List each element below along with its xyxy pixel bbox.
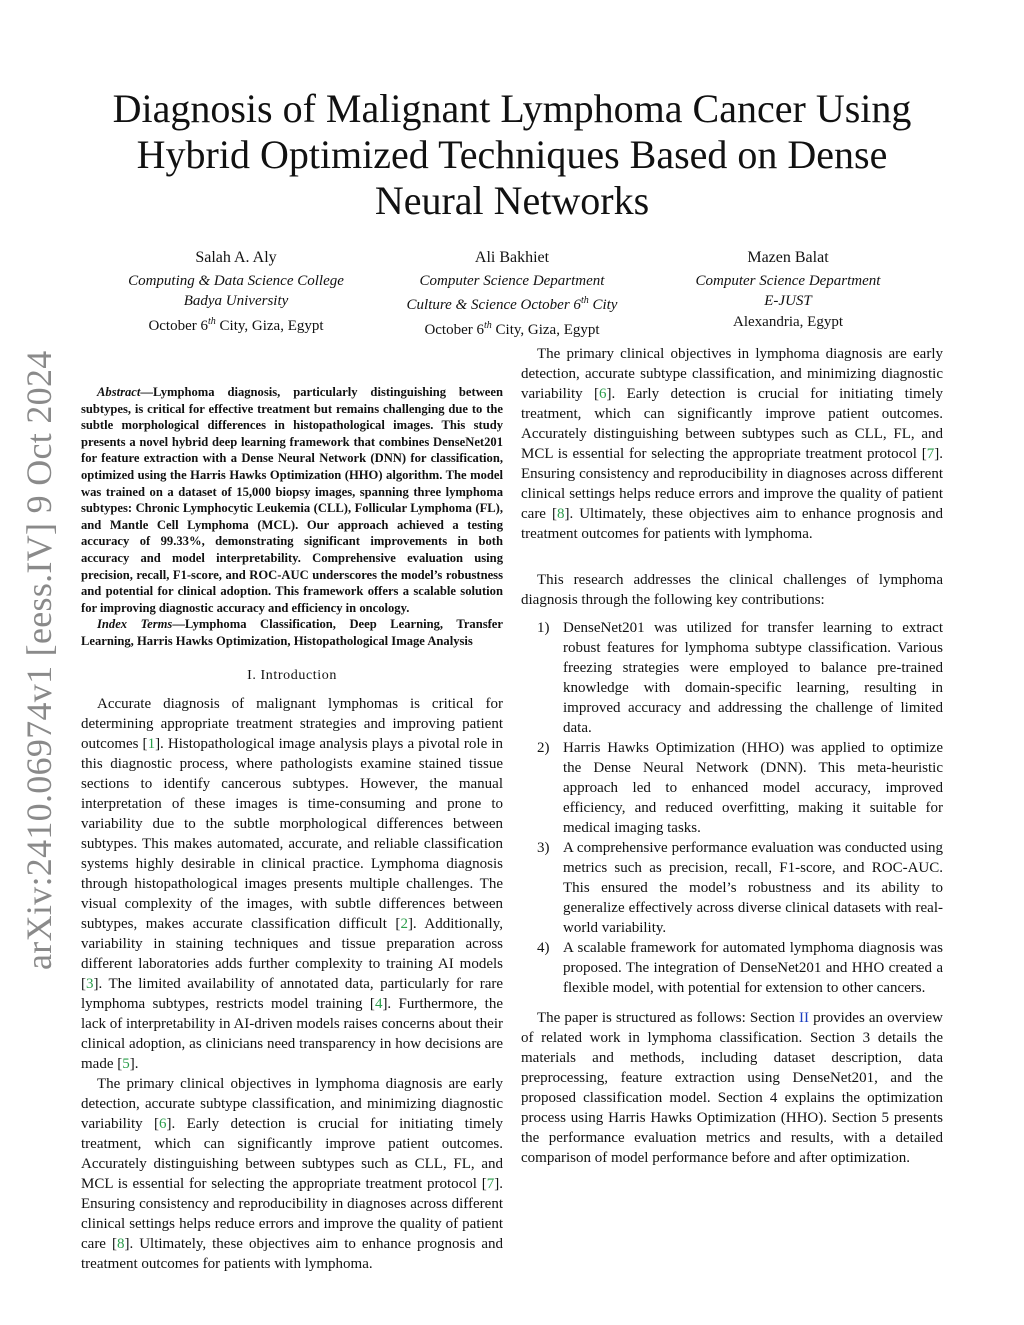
- citation-link[interactable]: 3: [86, 975, 94, 992]
- author-name: Ali Bakhiet: [474, 249, 550, 266]
- index-terms: Index Terms—Lymphoma Classification, Deep Learning, Transfer Learning, Harris Hawks Optimization, Histopathological Image Analysis: [81, 617, 503, 648]
- author-location: October 6th City, Giza, Egypt: [148, 315, 324, 334]
- section-heading: I. Introduction: [247, 667, 337, 683]
- intro-paragraph-4: The paper is structured as follows: Section II provides an overview of related work in lymphoma classification. Section 3 details the materials and methods, including dataset description, data preprocessing, feature extraction using DenseNet201, and the proposed classification model. Section 4 explains the optimization process using Harris Hawks Optimization (HHO). Section 5 presents the performance evaluation metrics and results, with a detailed comparison of model performance before and after optimization.: [521, 1010, 943, 1166]
- left-column: [81, 384, 504, 1272]
- citation-link[interactable]: 4: [374, 995, 383, 1012]
- section-link[interactable]: II: [799, 1010, 810, 1026]
- author-location: October 6th City, Giza, Egypt: [424, 319, 600, 338]
- author-affiliation: E-JUST: [764, 293, 812, 309]
- list-item: 4) A scalable framework for automated lymphoma diagnosis was proposed. The integration of DenseNet201 and HHO created a flexible model, with potential for extension to other cancers.: [537, 940, 943, 996]
- paper-title: Diagnosis of Malignant Lymphoma Cancer Using Hybrid Optimized Techniques Based on Dense Neural Networks: [112, 86, 912, 223]
- intro-paragraph-3: This research addresses the clinical challenges of lymphoma diagnosis through the following key contributions:: [521, 572, 943, 608]
- citation-link[interactable]: 6: [599, 386, 607, 402]
- author-affiliation: Culture & Science October 6th City: [406, 295, 618, 313]
- citation-link[interactable]: 8: [116, 1235, 125, 1252]
- citation-link[interactable]: 5: [122, 1055, 130, 1072]
- abstract: Abstract—Lymphoma diagnosis, particularly distinguishing between subtypes, is critical for effective treatment but remains challenging due to the subtle morphological differences in histopathological images. This study presents a novel hybrid deep learning framework that combines DenseNet201 for feature extraction with a Dense Neural Network (DNN) for classification, optimized using the Harris Hawks Optimization (HHO) algorithm. The model was trained on a dataset of 15,000 biopsy images, spanning three lymphoma subtypes: Chronic Lymphocytic Leukemia (CLL), Follicular Lymphoma (FL), and Mantle Cell Lymphoma (MCL). Our approach achieved a testing accuracy of 99.33%, demonstrating significant improvements in both accuracy and model interpretability. Comprehensive evaluation using precision, recall, F1-score, and ROC-AUC underscores the model’s robustness and potential for clinical adoption. This framework offers a scalable solution for improving diagnostic accuracy and efficiency in oncology.: [81, 385, 503, 615]
- author-affiliation: Computing & Data Science College: [128, 272, 344, 289]
- intro-paragraph-2-continued: The primary clinical objectives in lymphoma diagnosis are early detection, accurate subtype classification, and minimizing diagnostic variability [6]. Early detection is crucial for initiating timely treatment, which can significantly improve patient outcomes. Accurately distinguishing between subtypes such as CLL, FL, and MCL is essential for selecting the appropriate treatment protocol [7]. Ensuring consistency and reproducibility in diagnoses across different clinical settings helps reduce errors and improve the quality of patient care [8]. Ultimately, these objectives aim to enhance prognosis and treatment outcomes for patients with lymphoma.: [521, 346, 944, 542]
- author-2: [374, 248, 650, 340]
- list-item: 3) A comprehensive performance evaluation was conducted using metrics such as precision, recall, F1-score, and ROC-AUC. This ensured the model’s robustness and its ability to generalize effectively across diverse clinical datasets with real-world variability.: [537, 840, 943, 936]
- author-name: Salah A. Aly: [195, 249, 277, 266]
- list-item: 2) Harris Hawks Optimization (HHO) was applied to optimize the Dense Neural Network (DNN). This meta-heuristic approach led to enhanced model accuracy, improved efficiency, and reduced overfitting, making it suitable for medical imaging tasks.: [537, 740, 943, 836]
- list-item: 1) DenseNet201 was utilized for transfer learning to extract robust features for lymphoma subtype classification. Various freezing strategies were employed to balance pre-trained knowledge with domain-specific learning, resulting in improved accuracy and addressing the challenge of limited data.: [537, 620, 943, 736]
- citation-link[interactable]: 7: [486, 1175, 495, 1192]
- author-block: [98, 248, 926, 340]
- author-name: Mazen Balat: [747, 249, 829, 266]
- author-3: [650, 248, 926, 340]
- right-column: [521, 346, 944, 1168]
- author-affiliation: Computer Science Department: [695, 272, 881, 289]
- citation-link[interactable]: 2: [400, 915, 408, 932]
- intro-paragraph-1: Accurate diagnosis of malignant lymphomas is critical for determining appropriate treatment strategies and improving patient outcomes [1]. Histopathological image analysis plays a pivotal role in this diagnostic process, where pathologists examine stained tissue sections to identify cancerous subtypes. However, the manual interpretation of these images is time-consuming and prone to variability due to the subtle morphological differences between subtypes. This makes automated, accurate, and reliable classification systems highly desirable in clinical practice. Lymphoma diagnosis through histopathological images presents multiple challenges. The visual complexity of the images, with subtle differences between subtypes, makes accurate classification difficult [2]. Additionally, variability in staining techniques and tissue preparation across different laboratories adds further complexity to training AI models [3]. The limited availability of annotated data, particularly for rare lymphoma subtypes, restricts model training [4]. Furthermore, the lack of interpretability in AI-driven models raises concerns about their clinical adoption, as clinicians need transparency in how decisions are made [5].: [81, 695, 504, 1072]
- author-affiliation: Computer Science Department: [419, 272, 605, 289]
- author-affiliation: Badya University: [183, 293, 289, 309]
- citation-link[interactable]: 7: [926, 446, 935, 462]
- citation-link[interactable]: 1: [147, 735, 156, 752]
- intro-paragraph-2: The primary clinical objectives in lymphoma diagnosis are early detection, accurate subtype classification, and minimizing diagnostic variability [6]. Early detection is crucial for initiating timely treatment, which can significantly improve patient outcomes. Accurately distinguishing between subtypes such as CLL, FL, and MCL is essential for selecting the appropriate treatment protocol [7]. Ensuring consistency and reproducibility in diagnoses across different clinical settings helps reduce errors and improve the quality of patient care [8]. Ultimately, these objectives aim to enhance prognosis and treatment outcomes for patients with lymphoma.: [81, 1075, 504, 1272]
- author-1: [98, 248, 374, 340]
- arxiv-identifier: arXiv:2410.06974v1 [eess.IV] 9 Oct 2024: [19, 350, 59, 970]
- contributions-list: [521, 618, 943, 998]
- author-location: Alexandria, Egypt: [733, 313, 843, 330]
- citation-link[interactable]: 6: [159, 1115, 167, 1132]
- citation-link[interactable]: 8: [556, 506, 565, 522]
